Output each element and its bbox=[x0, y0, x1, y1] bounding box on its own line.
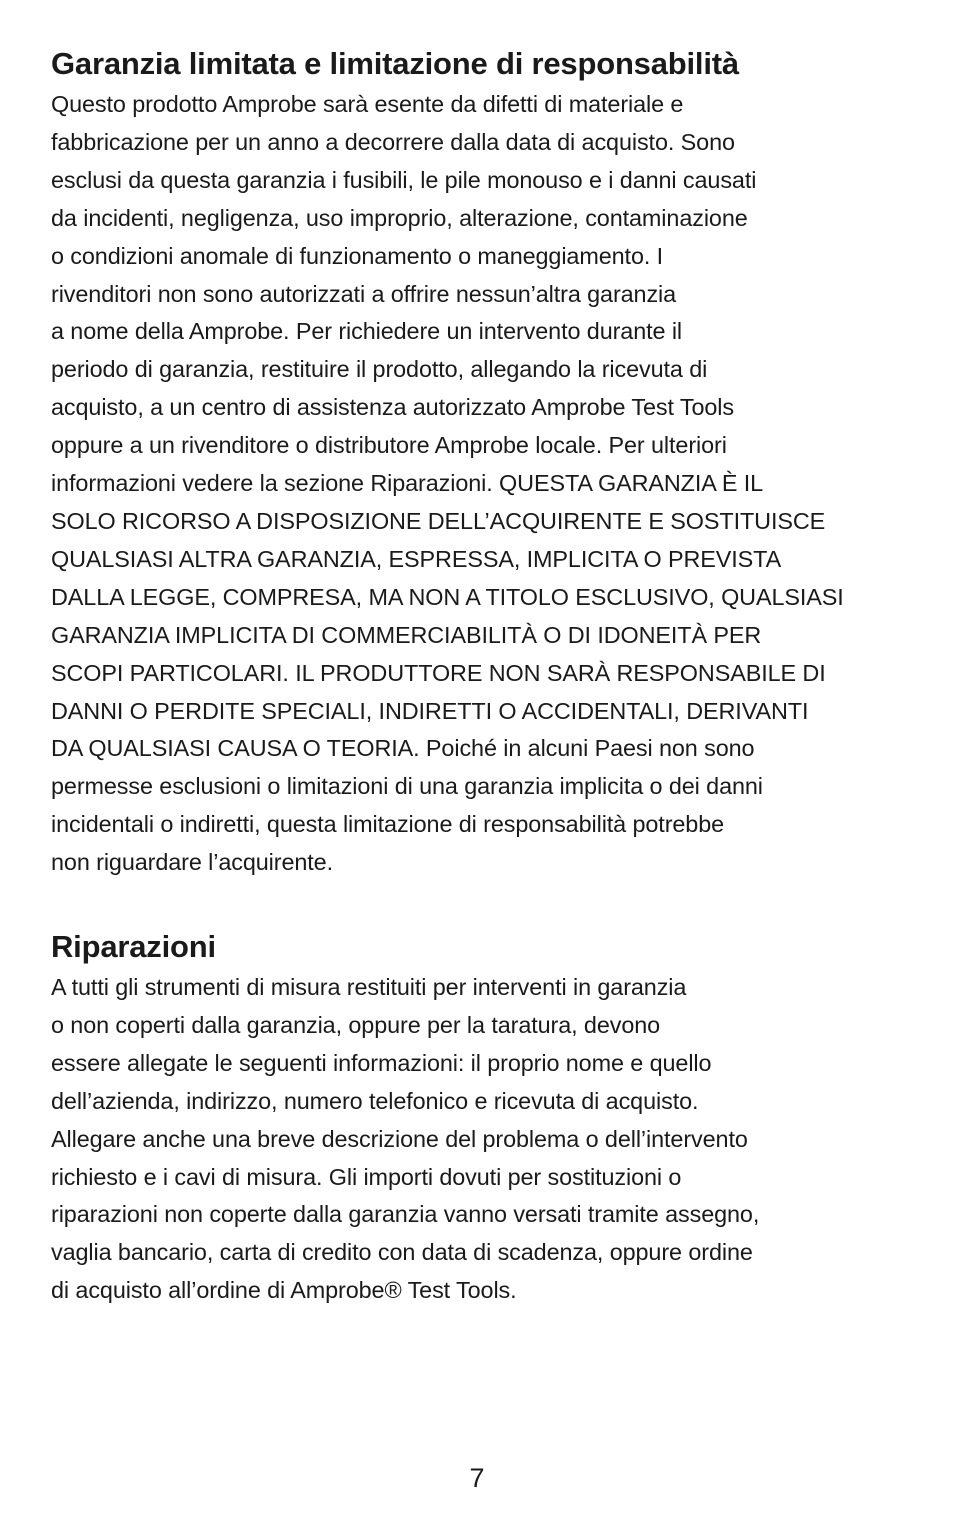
text-line: QUALSIASI ALTRA GARANZIA, ESPRESSA, IMPLICITA O PREVISTA bbox=[51, 545, 782, 572]
document-page bbox=[51, 42, 911, 1310]
text-line: esclusi da questa garanzia i fusibili, le pile monouso e i danni causati bbox=[51, 166, 757, 193]
text-line: SOLO RICORSO A DISPOSIZIONE DELL’ACQUIRENTE E SOSTITUISCE bbox=[51, 507, 826, 534]
text-line: non riguardare l’acquirente. bbox=[51, 849, 333, 876]
text-line: di acquisto all’ordine di Amprobe® Test Tools. bbox=[51, 1277, 517, 1304]
text-line: SCOPI PARTICOLARI. IL PRODUTTORE NON SARÀ RESPONSABILE DI bbox=[51, 659, 826, 686]
text-line: DANNI O PERDITE SPECIALI, INDIRETTI O ACCIDENTALI, DERIVANTI bbox=[51, 697, 809, 724]
text-line: fabbricazione per un anno a decorrere dalla data di acquisto. Sono bbox=[51, 128, 735, 155]
text-line: rivenditori non sono autorizzati a offrire nessun’altra garanzia bbox=[51, 280, 677, 307]
text-line: acquisto, a un centro di assistenza autorizzato Amprobe Test Tools bbox=[51, 394, 734, 421]
text-line: Questo prodotto Amprobe sarà esente da difetti di materiale e bbox=[51, 91, 684, 117]
text-line: oppure a un rivenditore o distributore Amprobe locale. Per ulteriori bbox=[51, 432, 727, 459]
text-line: o non coperti dalla garanzia, oppure per la taratura, devono bbox=[51, 1011, 661, 1038]
text-line: a nome della Amprobe. Per richiedere un intervento durante il bbox=[51, 318, 683, 345]
page-number: 7 bbox=[469, 1463, 485, 1493]
warranty-section bbox=[51, 42, 911, 882]
warranty-heading: Garanzia limitata e limitazione di responsabilità bbox=[51, 46, 739, 81]
repairs-paragraph bbox=[51, 969, 911, 1310]
text-line: incidentali o indiretti, questa limitazione di responsabilità potrebbe bbox=[51, 811, 725, 838]
text-line: dell’azienda, indirizzo, numero telefonico e ricevuta di acquisto. bbox=[51, 1087, 699, 1114]
text-line: informazioni vedere la sezione Riparazioni. QUESTA GARANZIA È IL bbox=[51, 470, 764, 497]
text-line: da incidenti, negligenza, uso improprio, alterazione, contaminazione bbox=[51, 204, 748, 231]
text-line: A tutti gli strumenti di misura restituiti per interventi in garanzia bbox=[51, 974, 687, 1001]
warranty-paragraph bbox=[51, 86, 911, 882]
text-line: DALLA LEGGE, COMPRESA, MA NON A TITOLO ESCLUSIVO, QUALSIASI bbox=[51, 583, 844, 610]
text-line: permesse esclusioni o limitazioni di una garanzia implicita o dei danni bbox=[51, 773, 763, 800]
text-line: GARANZIA IMPLICITA DI COMMERCIABILITÀ O DI IDONEITÀ PER bbox=[51, 621, 762, 648]
repairs-heading: Riparazioni bbox=[51, 929, 216, 965]
text-line: o condizioni anomale di funzionamento o maneggiamento. I bbox=[51, 242, 664, 269]
text-line: richiesto e i cavi di misura. Gli importi dovuti per sostituzioni o bbox=[51, 1163, 682, 1190]
text-line: DA QUALSIASI CAUSA O TEORIA. Poiché in alcuni Paesi non sono bbox=[51, 735, 755, 762]
text-line: essere allegate le seguenti informazioni: il proprio nome e quello bbox=[51, 1049, 712, 1076]
section-spacer bbox=[51, 882, 911, 925]
repairs-section bbox=[51, 925, 911, 1310]
text-line: Allegare anche una breve descrizione del problema o dell’intervento bbox=[51, 1125, 748, 1152]
text-line: vaglia bancario, carta di credito con data di scadenza, oppure ordine bbox=[51, 1239, 753, 1266]
text-line: riparazioni non coperte dalla garanzia vanno versati tramite assegno, bbox=[51, 1201, 760, 1228]
text-line: periodo di garanzia, restituire il prodotto, allegando la ricevuta di bbox=[51, 356, 708, 383]
